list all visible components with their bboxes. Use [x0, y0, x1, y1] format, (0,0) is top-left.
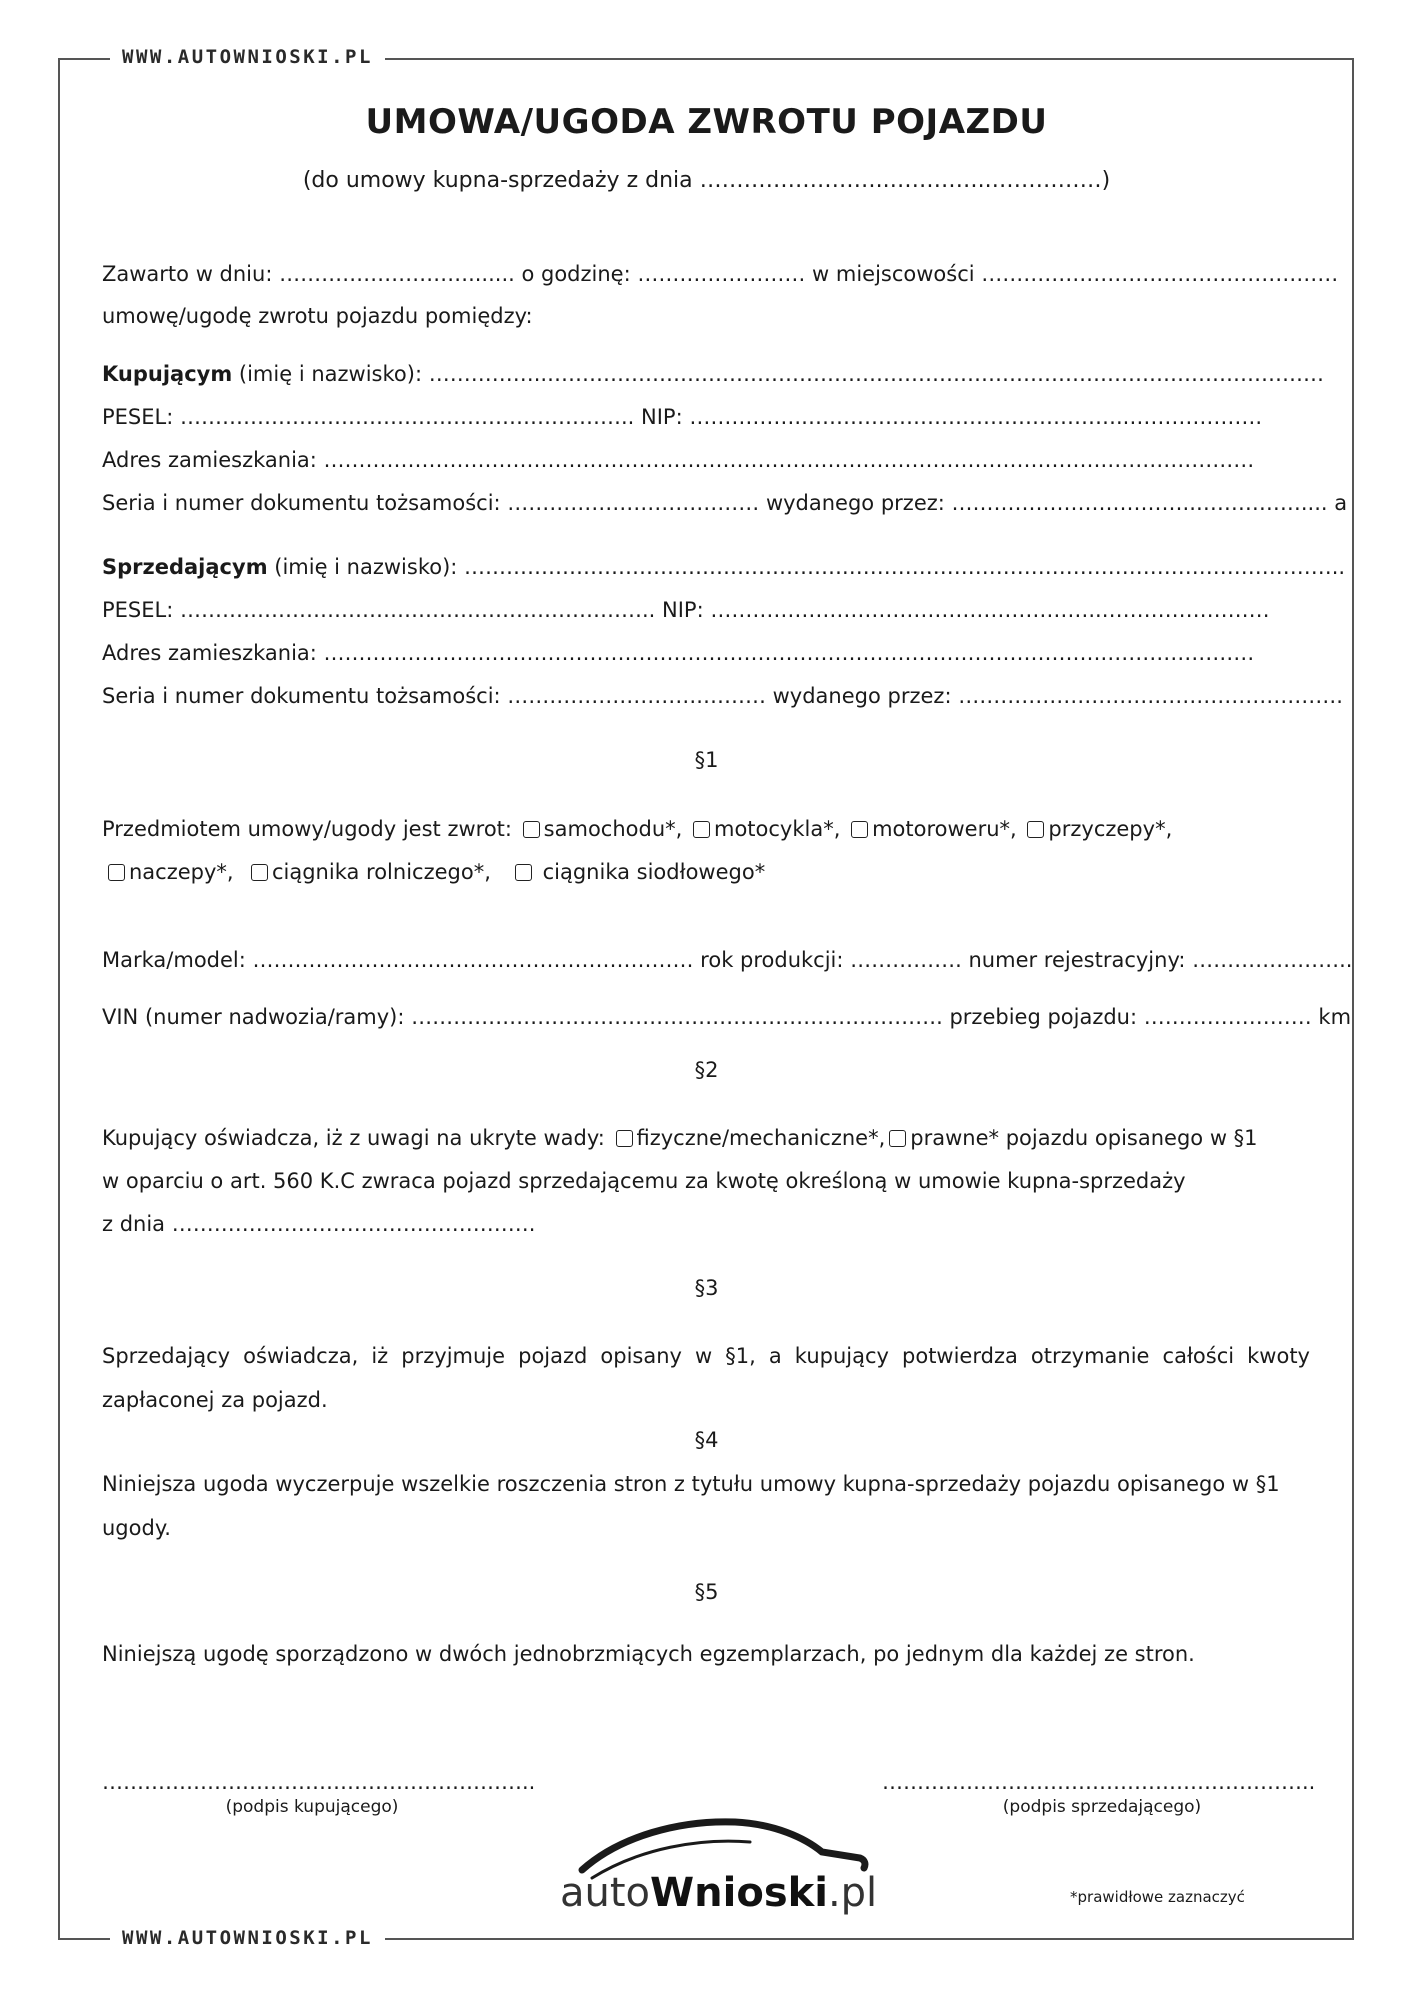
option-label: ciągnika siodłowego*: [542, 860, 766, 884]
intro-date-place-line[interactable]: Zawarto w dniu: ………………………....... o godzinę: …………………… w miejscowości ……………………………………………: [102, 262, 1339, 286]
buyer-label: Kupującym: [102, 362, 233, 386]
logo-text-pl: .pl: [827, 1870, 878, 1916]
buyer-signature-label: (podpis kupującego): [225, 1797, 399, 1817]
buyer-name-line[interactable]: [102, 360, 1324, 388]
option-label: przyczepy*,: [1048, 817, 1173, 841]
document-subtitle: (do umowy kupna-sprzedaży z dnia ……………………..…………..……………): [302, 168, 1111, 193]
site-url-part: WNIOSKI: [233, 1927, 332, 1949]
site-url-part: WWW.AUTO: [122, 46, 234, 68]
section-3-text-line-1: Sprzedający oświadcza, iż przyjmuje pojazd opisany w §1, a kupujący potwierdza otrzymanie całości kwoty: [102, 1344, 1310, 1368]
seller-address-line[interactable]: Adres zamieszkania: ………………………………………………………………………………………………….…………………: [102, 641, 1255, 665]
contract-date-line[interactable]: z dnia …………………………………………….: [102, 1212, 536, 1236]
seller-id-document-line[interactable]: Seria i numer dokumentu tożsamości: ……………………….……… wydanego przez: ……………………………………………….: [102, 684, 1343, 708]
section-3-text-line-2: zapłaconej za pojazd.: [102, 1388, 328, 1412]
checkbox-ciagnik-siodlowy[interactable]: [515, 864, 532, 881]
option-label: ciągnika rolniczego*,: [271, 860, 491, 884]
defects-line: [102, 1124, 1258, 1152]
section-4-text-line-1: Niniejsza ugoda wyczerpuje wszelkie roszczenia stron z tytułu umowy kupna-sprzedaży pojazdu opisanego w §1: [102, 1472, 1280, 1496]
checkbox-prawne[interactable]: [889, 1130, 906, 1147]
seller-label: Sprzedającym: [102, 555, 268, 579]
return-basis-line: w oparciu o art. 560 K.C zwraca pojazd sprzedającemu za kwotę określoną w umowie kupna-sprzedaży: [102, 1169, 1186, 1193]
document-title: UMOWA/UGODA ZWROTU POJAZDU: [365, 102, 1048, 142]
checkbox-naczepa[interactable]: [108, 864, 125, 881]
defects-lead: Kupujący oświadcza, iż z uwagi na ukryte wady:: [102, 1126, 605, 1150]
site-url-part: WWW.AUTO: [122, 1927, 234, 1949]
footnote: *prawidłowe zaznaczyć: [1070, 1888, 1245, 1906]
site-url-part: .PL: [331, 46, 373, 68]
autownioski-logo[interactable]: [560, 1808, 880, 1918]
section-5-text: Niniejszą ugodę sporządzono w dwóch jednobrzmiących egzemplarzach, po jednym dla każdej ze stron.: [102, 1642, 1195, 1666]
option-label: prawne* pojazdu opisanego w §1: [910, 1126, 1258, 1150]
seller-name-field: (imię i nazwisko): ……………………………………………….……………………………………………………………..: [267, 555, 1346, 579]
checkbox-motocykl[interactable]: [693, 821, 710, 838]
option-label: motocykla*,: [714, 817, 841, 841]
buyer-pesel-nip-line[interactable]: PESEL: ……………………………………………………….. NIP: …………….………………………………………..……………….: [102, 405, 1263, 429]
section-4-text-line-2: ugody.: [102, 1516, 171, 1540]
vehicle-type-lead: Przedmiotem umowy/ugody jest zwrot:: [102, 817, 512, 841]
intro-parties-line: umowę/ugodę zwrotu pojazdu pomiędzy:: [102, 304, 533, 328]
checkbox-ciagnik-rolniczy[interactable]: [251, 864, 268, 881]
option-label: fizyczne/mechaniczne*,: [636, 1126, 886, 1150]
checkbox-fizyczne-mechaniczne[interactable]: [616, 1130, 633, 1147]
vehicle-model-line[interactable]: Marka/model: ……………………………………………………… rok produkcji: ……………. numer rejestracyjny: …………………..: [102, 948, 1353, 972]
svg-text:autoWnioski.pl: [560, 1870, 877, 1916]
seller-pesel-nip-line[interactable]: PESEL: ………………………………………………………….. NIP: ………………………………………………..……………………: [102, 598, 1270, 622]
logo-text-auto: auto: [560, 1870, 651, 1916]
logo-text-wnioski: Wnioski: [650, 1870, 828, 1916]
buyer-signature-field[interactable]: ……………………………………………………..: [102, 1770, 536, 1794]
checkbox-motorower[interactable]: [851, 821, 868, 838]
site-url-part: WNIOSKI: [233, 46, 332, 68]
section-4-heading: §4: [694, 1428, 719, 1452]
buyer-address-line[interactable]: Adres zamieszkania: ………………………………………………………………………………………………….…………………: [102, 448, 1255, 472]
vehicle-vin-mileage-line[interactable]: VIN (numer nadwozia/ramy): …………………………………………………………………. przebieg pojazdu: …………………… km: [102, 1005, 1352, 1029]
seller-signature-field[interactable]: ……………………………………………………..: [882, 1770, 1316, 1794]
checkbox-samochod[interactable]: [523, 821, 540, 838]
buyer-id-document-line[interactable]: Seria i numer dokumentu tożsamości: ……………………………… wydanego przez: ……………………………..…………….... a: [102, 491, 1348, 515]
buyer-name-field: (imię i nazwisko): ……………..…………………………………………………………………………………………………: [232, 362, 1325, 386]
vehicle-type-line-1: [102, 815, 1172, 843]
section-5-heading: §5: [694, 1580, 719, 1604]
section-1-heading: §1: [694, 748, 719, 772]
site-url-part: .PL: [331, 1927, 373, 1949]
seller-name-line[interactable]: [102, 553, 1345, 581]
section-2-heading: §2: [694, 1058, 719, 1082]
option-label: motoroweru*,: [872, 817, 1017, 841]
site-url-footer[interactable]: [110, 1926, 385, 1950]
seller-signature-label: (podpis sprzedającego): [1002, 1797, 1202, 1817]
checkbox-przyczepa[interactable]: [1027, 821, 1044, 838]
site-url-header[interactable]: [110, 45, 385, 69]
option-label: samochodu*,: [543, 817, 683, 841]
vehicle-type-line-2: [104, 858, 765, 886]
section-3-heading: §3: [694, 1276, 719, 1300]
option-label: naczepy*,: [129, 860, 234, 884]
